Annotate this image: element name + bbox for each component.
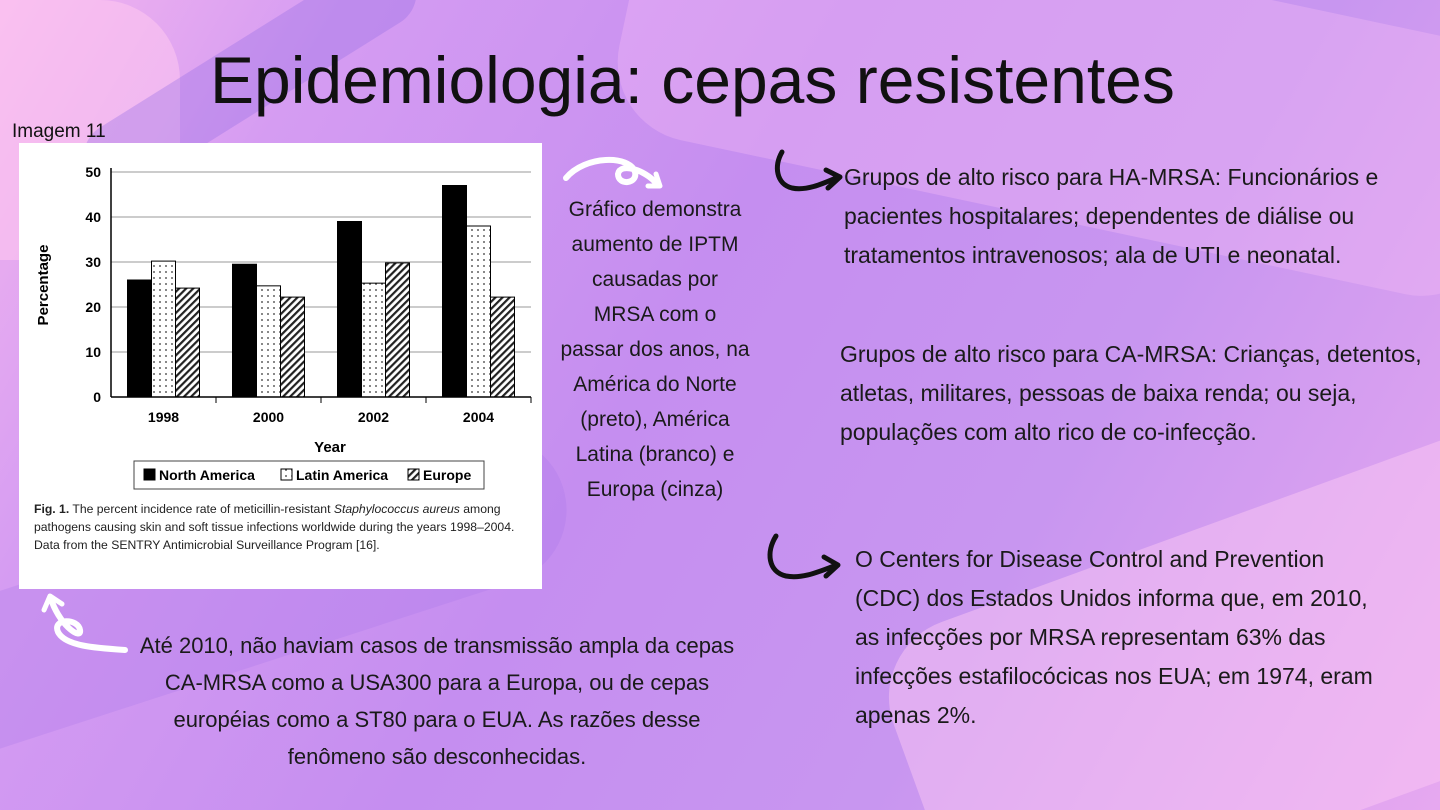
bar-north-america [128, 280, 152, 397]
caption-species: Staphylococcus aureus [333, 502, 460, 516]
legend-swatch [144, 469, 155, 480]
y-tick-label: 40 [85, 209, 101, 225]
legend-label: North America [159, 467, 255, 483]
y-axis-label: Percentage [35, 244, 52, 326]
chart-legend [134, 461, 484, 489]
bar-europe [386, 263, 410, 397]
image-tag: Imagem 11 [12, 121, 106, 142]
bar-latin-america [152, 261, 176, 397]
bar-latin-america [467, 226, 491, 397]
cdc-note: O Centers for Disease Control and Prevention (CDC) dos Estados Unidos informa que, em 2010, as infecções por MRSA representam 63% das infecções estafilocócicas nos EUA; em 1974, eram apenas 2%. [855, 546, 1373, 728]
legend-label: Europe [423, 467, 472, 483]
ca-mrsa-groups: Grupos de alto risco para CA-MRSA: Crianças, detentos, atletas, militares, pessoas de baixa renda; ou seja, populações com alto rico de co-infecção. [840, 341, 1422, 445]
hook-arrow-icon [762, 530, 846, 590]
y-tick-label: 0 [93, 389, 101, 405]
ha-mrsa-groups: Grupos de alto risco para HA-MRSA: Funcionários e pacientes hospitalares; dependentes de diálise ou tratamentos intravenosos; ala de UTI e neonatal. [844, 164, 1379, 268]
bar-latin-america [257, 286, 281, 397]
figure-label: Fig. 1. [34, 502, 70, 516]
x-tick-label: 1998 [147, 409, 180, 425]
transmission-note: Até 2010, não haviam casos de transmissão ampla da cepas CA-MRSA como a USA300 para a Europa, ou de cepas européias como a ST80 para o EUA. As razões desse fenômeno são desconhecidas. [139, 633, 735, 769]
y-tick-label: 30 [85, 254, 101, 270]
legend-swatch [281, 469, 292, 480]
bar-north-america [338, 222, 362, 398]
bar-north-america [443, 186, 467, 398]
mrsa-bar-chart [19, 143, 542, 493]
curly-arrow-icon [560, 150, 670, 195]
x-tick-label: 2004 [462, 409, 495, 425]
legend-label: Latin America [296, 467, 389, 483]
bar-europe [491, 297, 515, 397]
bar-europe [281, 297, 305, 397]
bar-north-america [233, 264, 257, 397]
x-axis-label: Year [314, 439, 346, 456]
x-tick-label: 2000 [252, 409, 285, 425]
legend-swatch [408, 469, 419, 480]
bar-latin-america [362, 283, 386, 397]
chart-figure [19, 143, 542, 589]
figure-caption [34, 500, 534, 554]
bar-europe [176, 288, 200, 397]
y-tick-label: 10 [85, 344, 101, 360]
curly-arrow-icon [40, 588, 130, 658]
y-tick-label: 50 [85, 164, 101, 180]
hook-arrow-icon [770, 146, 848, 202]
chart-note: Gráfico demonstra aumento de IPTM causadas por MRSA com o passar dos anos, na América do Norte (preto), América Latina (branco) e Europa (cinza) [560, 198, 750, 501]
x-tick-label: 2002 [357, 409, 390, 425]
slide-title: Epidemiologia: cepas resistentes [210, 43, 1175, 117]
caption-text-b: among pathogens causing skin and soft tissue infections worldwide during the years 1998–2004. Data from the SENTRY Antimicrobial Surveillance Program [16]. [34, 502, 515, 552]
y-tick-label: 20 [85, 299, 101, 315]
caption-text-a: The percent incidence rate of meticillin-resistant [69, 502, 334, 516]
